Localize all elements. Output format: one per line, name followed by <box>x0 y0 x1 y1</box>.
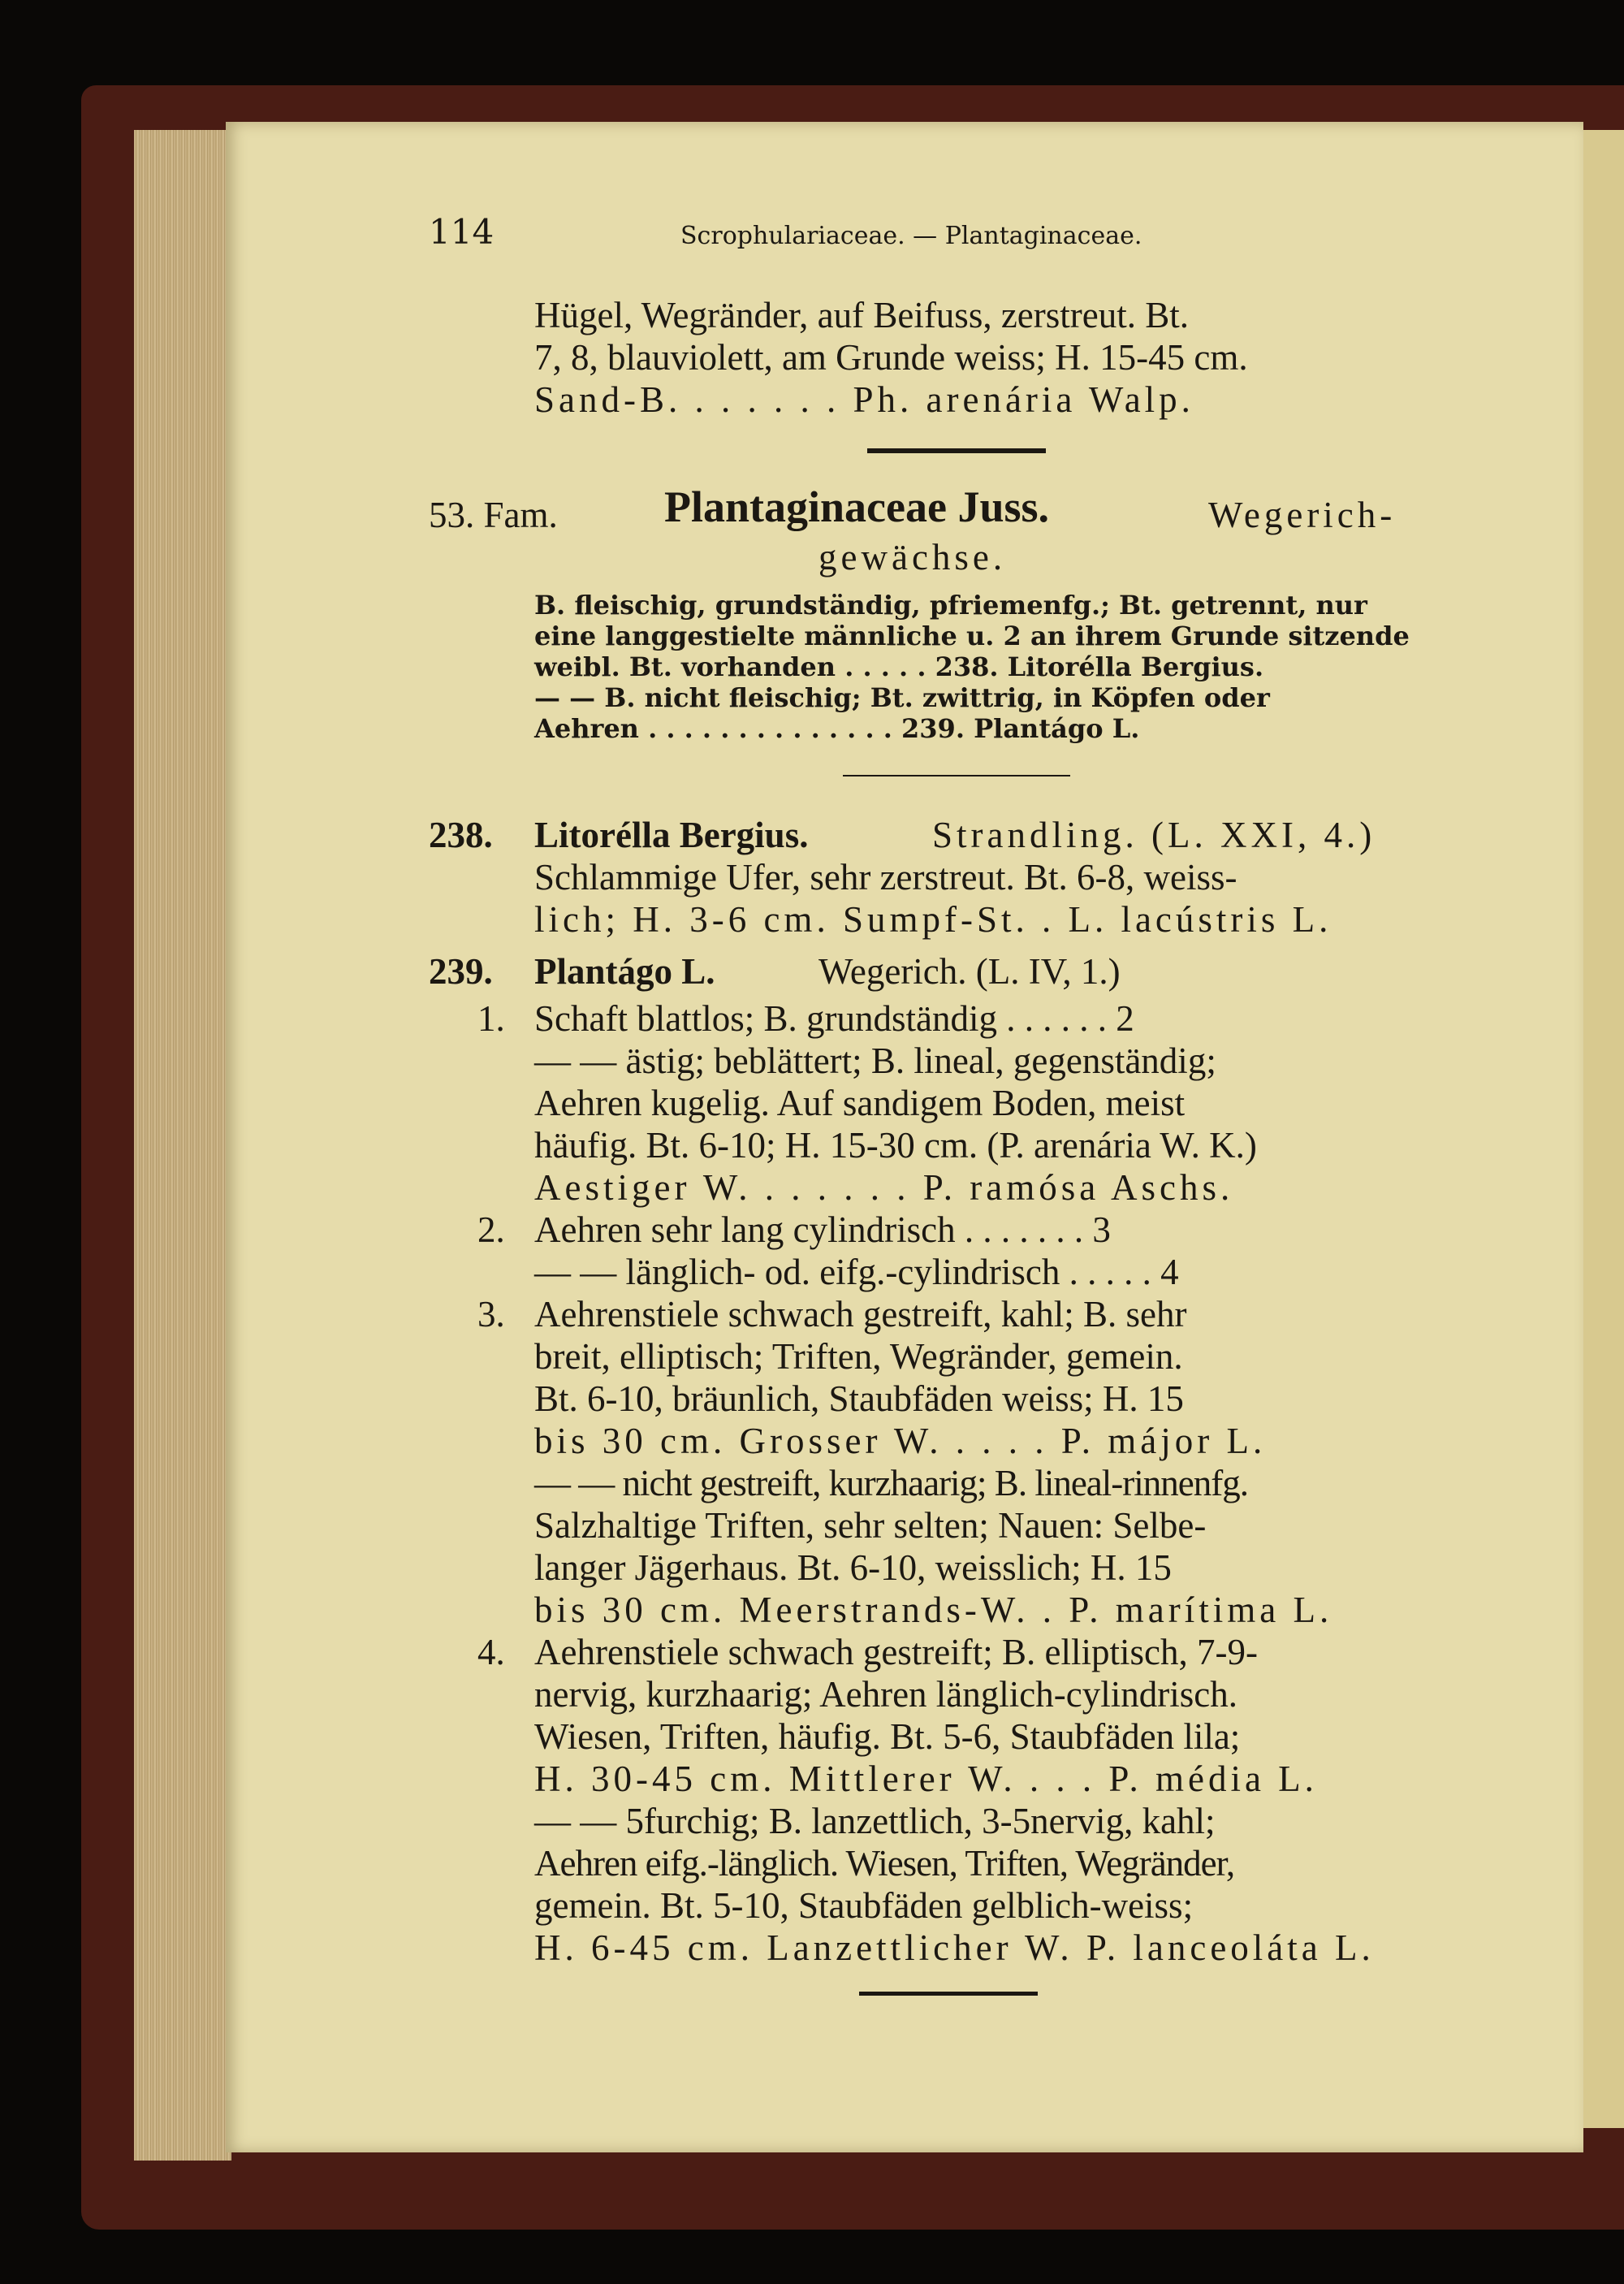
section-rule <box>867 448 1046 453</box>
key-line: B. fleischig, grundständig, pfriemenfg.; Bt. getrennt, nur <box>534 590 1367 621</box>
family-number: 53. Fam. <box>429 495 558 535</box>
genus-common-name: Strandling. (L. XXI, 4.) <box>932 815 1376 855</box>
key-line: weibl. Bt. vorhanden . . . . . 238. Litorélla Bergius. <box>534 651 1264 682</box>
running-head: Scrophulariaceae. — Plantaginaceae. <box>680 222 1142 250</box>
section-rule <box>859 1992 1038 1996</box>
text-line: Bt. 6-10, bräunlich, Staubfäden weiss; H. 15 <box>534 1378 1184 1419</box>
text-line: Salzhaltige Triften, sehr selten; Nauen: Selbe- <box>534 1505 1207 1546</box>
key-number: 3. <box>477 1294 505 1334</box>
genus-number: 239. <box>429 951 493 992</box>
text-line: häufig. Bt. 6-10; H. 15-30 cm. (P. arenária W. K.) <box>534 1125 1257 1166</box>
text-line: — — nicht gestreift, kurzhaarig; B. lineal-rinnenfg. <box>534 1463 1248 1503</box>
text-line: — — 5furchig; B. lanzettlich, 3-5nervig, kahl; <box>534 1801 1216 1841</box>
text-line: lich; H. 3-6 cm. Sumpf-St. . L. lacústris L. <box>534 899 1332 940</box>
key-number: 4. <box>477 1632 505 1672</box>
text-line: bis 30 cm. Meerstrands-W. . P. marítima L. <box>534 1590 1333 1630</box>
text-line: Sand-B. . . . . . . Ph. arenária Walp. <box>534 379 1194 420</box>
key-line: Aehren . . . . . . . . . . . . . . 239. Plantágo L. <box>534 713 1140 744</box>
text-line: Aehrenstiele schwach gestreift, kahl; B. sehr <box>534 1294 1187 1334</box>
text-line: Hügel, Wegränder, auf Beifuss, zerstreut. Bt. <box>534 295 1190 335</box>
key-number: 2. <box>477 1209 505 1250</box>
text-line: Schaft blattlos; B. grundständig . . . . . . 2 <box>534 998 1134 1039</box>
key-line: eine langgestielte männliche u. 2 an ihrem Grunde sitzende <box>534 621 1410 651</box>
text-line: Aehrenstiele schwach gestreift; B. elliptisch, 7-9- <box>534 1632 1258 1672</box>
text-line: H. 6-45 cm. Lanzettlicher W. P. lanceoláta L. <box>534 1927 1375 1968</box>
genus-title: Litorélla Bergius. <box>534 815 809 855</box>
text-line: Aestiger W. . . . . . . P. ramósa Aschs. <box>534 1167 1234 1208</box>
text-line: nervig, kurzhaarig; Aehren länglich-cylindrisch. <box>534 1674 1237 1715</box>
key-number: 1. <box>477 998 505 1039</box>
family-common-name-cont: gewächse. <box>818 537 1007 577</box>
section-rule <box>843 775 1070 776</box>
text-line: — — ästig; beblättert; B. lineal, gegenständig; <box>534 1040 1216 1081</box>
text-line: H. 30-45 cm. Mittlerer W. . . . P. média L. <box>534 1758 1318 1799</box>
text-line: bis 30 cm. Grosser W. . . . . P. májor L. <box>534 1421 1267 1461</box>
genus-common-name: Wegerich. (L. IV, 1.) <box>818 951 1121 992</box>
key-line: — — B. nicht fleischig; Bt. zwittrig, in Köpfen oder <box>534 682 1270 713</box>
book-page <box>226 122 1583 2152</box>
text-line: Wiesen, Triften, häufig. Bt. 5-6, Staubfäden lila; <box>534 1716 1241 1757</box>
text-line: gemein. Bt. 5-10, Staubfäden gelblich-weiss; <box>534 1885 1194 1926</box>
facing-page-edge <box>1579 130 1624 2128</box>
text-line: 7, 8, blauviolett, am Grunde weiss; H. 15-45 cm. <box>534 337 1248 378</box>
text-line: — — länglich- od. eifg.-cylindrisch . . . . . 4 <box>534 1252 1179 1292</box>
page-edges <box>134 130 231 2161</box>
genus-title: Plantágo L. <box>534 951 715 992</box>
text-line: Aehren kugelig. Auf sandigem Boden, meist <box>534 1083 1186 1123</box>
family-common-name: Wegerich- <box>1208 495 1397 535</box>
text-line: Aehren eifg.-länglich. Wiesen, Triften, Wegränder, <box>534 1843 1235 1884</box>
text-line: Schlammige Ufer, sehr zerstreut. Bt. 6-8, weiss- <box>534 857 1237 898</box>
text-line: langer Jägerhaus. Bt. 6-10, weisslich; H. 15 <box>534 1547 1172 1588</box>
family-title: Plantaginaceae Juss. <box>664 482 1050 531</box>
page-number: 114 <box>429 212 495 252</box>
text-line: Aehren sehr lang cylindrisch . . . . . . . 3 <box>534 1209 1111 1250</box>
genus-number: 238. <box>429 815 493 855</box>
text-line: breit, elliptisch; Triften, Wegränder, gemein. <box>534 1336 1183 1377</box>
